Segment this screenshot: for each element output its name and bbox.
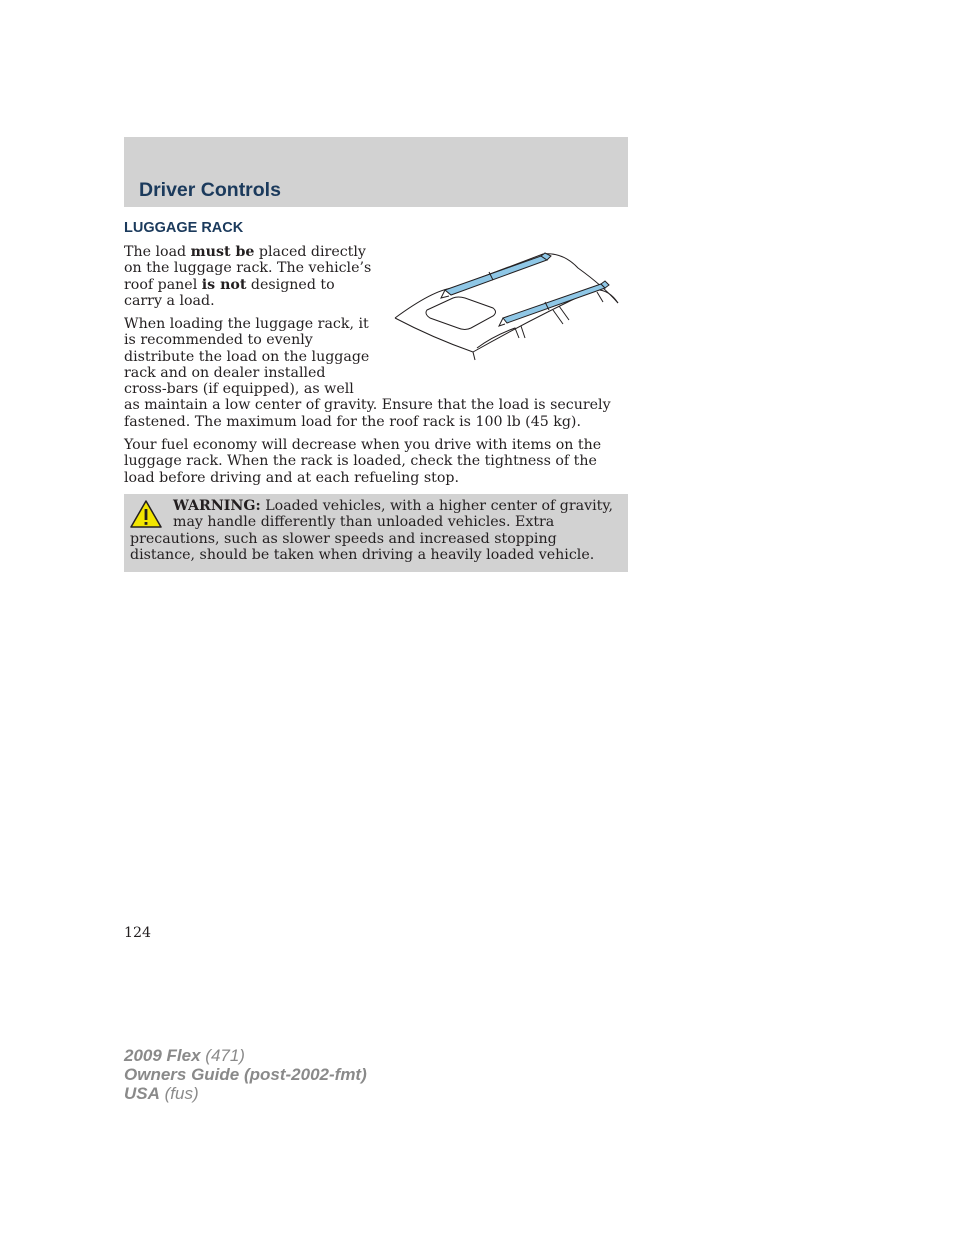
p1-text-2: placed directly on the luggage rack. The vehicle’s roof panel (124, 244, 372, 293)
warning-text (130, 498, 618, 563)
footer-guide: Owners Guide (post-2002-fmt) (124, 1065, 367, 1084)
paragraph-load-placement (124, 244, 374, 309)
warning-label: WARNING: (173, 498, 261, 514)
chapter-title: Driver Controls (139, 179, 281, 201)
warning-box (124, 494, 628, 572)
page-number: 124 (124, 925, 152, 941)
p1-emphasis-is-not: is not (201, 276, 247, 293)
footer-line-model (124, 1046, 367, 1065)
document-footer (124, 1046, 367, 1103)
footer-line-region (124, 1084, 367, 1103)
p1-text-1: The load (124, 244, 191, 260)
footer-region: USA (124, 1084, 160, 1103)
p1-emphasis-must-be: must be (190, 244, 255, 260)
paragraph-fuel-economy: Your fuel economy will decrease when you drive with items on the luggage rack. When the rack is loaded, check the tightness of the load before driving and at each refueling stop. (124, 437, 602, 486)
footer-model: 2009 Flex (124, 1046, 201, 1065)
warning-body: Loaded vehicles, with a higher center of gravity, may handle differently than unloaded vehicles. Extra precautions, such as slower speeds and increased stopping distance, should be taken when driving a heavily loaded vehicle. (130, 498, 613, 563)
header-band (124, 137, 628, 207)
footer-region-code: (fus) (159, 1084, 199, 1103)
footer-model-code: (471) (200, 1046, 245, 1065)
roof-luggage-rack-illustration (393, 248, 623, 363)
p1-text-3: designed to carry a load. (124, 276, 335, 309)
section-heading: LUGGAGE RACK (124, 220, 244, 236)
p2-text: When loading the luggage rack, it is recommended to evenly distribute the load on the luggage rack and on dealer installed cross-bars (if equipped), as well as maintain a low center of gravity. Ensure that the load is securely fastened. The maximum load for the roof rack is 100 lb (45 kg). (124, 316, 611, 430)
